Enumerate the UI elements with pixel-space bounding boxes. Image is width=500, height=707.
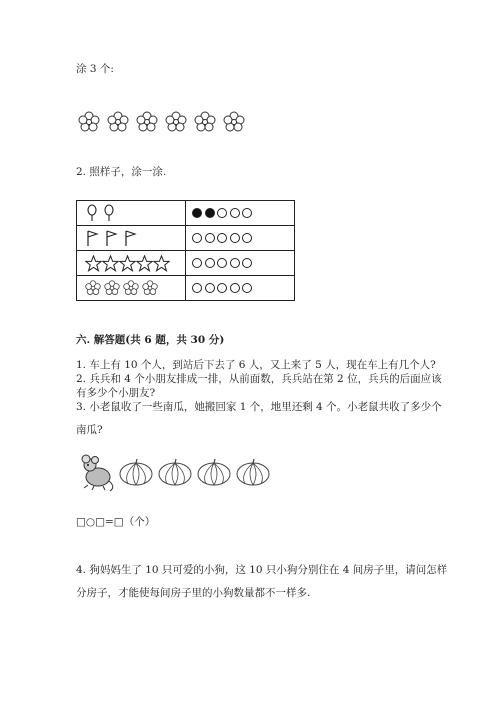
pattern-table <box>76 200 295 301</box>
row-icons-cell <box>77 276 186 301</box>
star-icon <box>153 255 170 272</box>
problem-4-line1: 4. 狗妈妈生了 10 只可爱的小狗，这 10 只小狗分别住在 4 间房子里，请问怎样 <box>76 564 448 576</box>
empty-circle[interactable] <box>242 233 252 243</box>
problem-2-line2: 有多少个小朋友? <box>76 387 156 399</box>
empty-circle[interactable] <box>192 258 202 268</box>
flower-icon <box>85 280 101 296</box>
table-row <box>77 251 295 276</box>
empty-circle[interactable] <box>230 233 240 243</box>
star-icon <box>85 255 102 272</box>
problem-2-line1: 2. 兵兵和 4 个小朋友排成一排，从前面数，兵兵站在第 2 位，兵兵的后面应该 <box>76 373 442 385</box>
balloon-icon <box>85 204 99 222</box>
row-circles-cell <box>186 201 295 226</box>
flower-icon <box>123 280 139 296</box>
mouse-pumpkin-illustration <box>76 453 276 493</box>
pumpkin-icon <box>157 457 193 491</box>
flag-icon <box>104 229 120 247</box>
empty-circle[interactable] <box>242 258 252 268</box>
row-circles-cell <box>186 276 295 301</box>
star-icon <box>136 255 153 272</box>
table-row <box>77 226 295 251</box>
empty-circle[interactable] <box>205 233 215 243</box>
empty-circle[interactable] <box>192 283 202 293</box>
pumpkin-icon <box>196 457 232 491</box>
problem-1: 1. 车上有 10 个人，到站后下去了 6 人，又上来了 5 人，现在车上有几个人? <box>76 359 436 371</box>
flower-icon <box>142 280 158 296</box>
empty-circle[interactable] <box>217 233 227 243</box>
question-2-title: 2. 照样子，涂一涂. <box>76 166 167 178</box>
empty-circle[interactable] <box>217 283 227 293</box>
flower-icon[interactable] <box>107 111 129 133</box>
filled-circle[interactable] <box>192 208 202 218</box>
empty-circle[interactable] <box>230 208 240 218</box>
empty-circle[interactable] <box>205 258 215 268</box>
row-icons-cell <box>77 251 186 276</box>
pumpkin-row <box>118 457 274 491</box>
row-circles-cell <box>186 251 295 276</box>
empty-circle[interactable] <box>192 233 202 243</box>
pumpkin-icon <box>118 457 154 491</box>
filled-circle[interactable] <box>205 208 215 218</box>
color-three-prompt: 涂 3 个: <box>76 63 114 75</box>
table-row <box>77 201 295 226</box>
flower-icon <box>104 280 120 296</box>
flower-icon[interactable] <box>165 111 187 133</box>
empty-circle[interactable] <box>217 208 227 218</box>
answer-equation: □○□=□（个） <box>76 516 156 528</box>
flower-icon[interactable] <box>136 111 158 133</box>
row-icons-cell <box>77 201 186 226</box>
flower-icon[interactable] <box>223 111 245 133</box>
flower-icon[interactable] <box>194 111 216 133</box>
flower-icon[interactable] <box>78 111 100 133</box>
row-circles-cell <box>186 226 295 251</box>
star-icon <box>119 255 136 272</box>
row-icons-cell <box>77 226 186 251</box>
flag-icon <box>85 229 101 247</box>
section-6-heading: 六. 解答题(共 6 题，共 30 分) <box>76 334 225 346</box>
empty-circle[interactable] <box>230 283 240 293</box>
problem-3-line1: 3. 小老鼠收了一些南瓜，她搬回家 1 个，地里还剩 4 个。小老鼠共收了多少个 <box>76 401 442 413</box>
pumpkin-icon <box>235 457 271 491</box>
empty-circle[interactable] <box>205 283 215 293</box>
empty-circle[interactable] <box>217 258 227 268</box>
problem-4-line2: 分房子，才能使每间房子里的小狗数量都不一样多. <box>76 587 311 599</box>
problem-3-line2: 南瓜? <box>76 424 103 436</box>
flower-row <box>78 111 252 133</box>
star-icon <box>102 255 119 272</box>
empty-circle[interactable] <box>242 208 252 218</box>
empty-circle[interactable] <box>230 258 240 268</box>
balloon-icon <box>102 204 116 222</box>
empty-circle[interactable] <box>242 283 252 293</box>
table-row <box>77 276 295 301</box>
flag-icon <box>123 229 139 247</box>
